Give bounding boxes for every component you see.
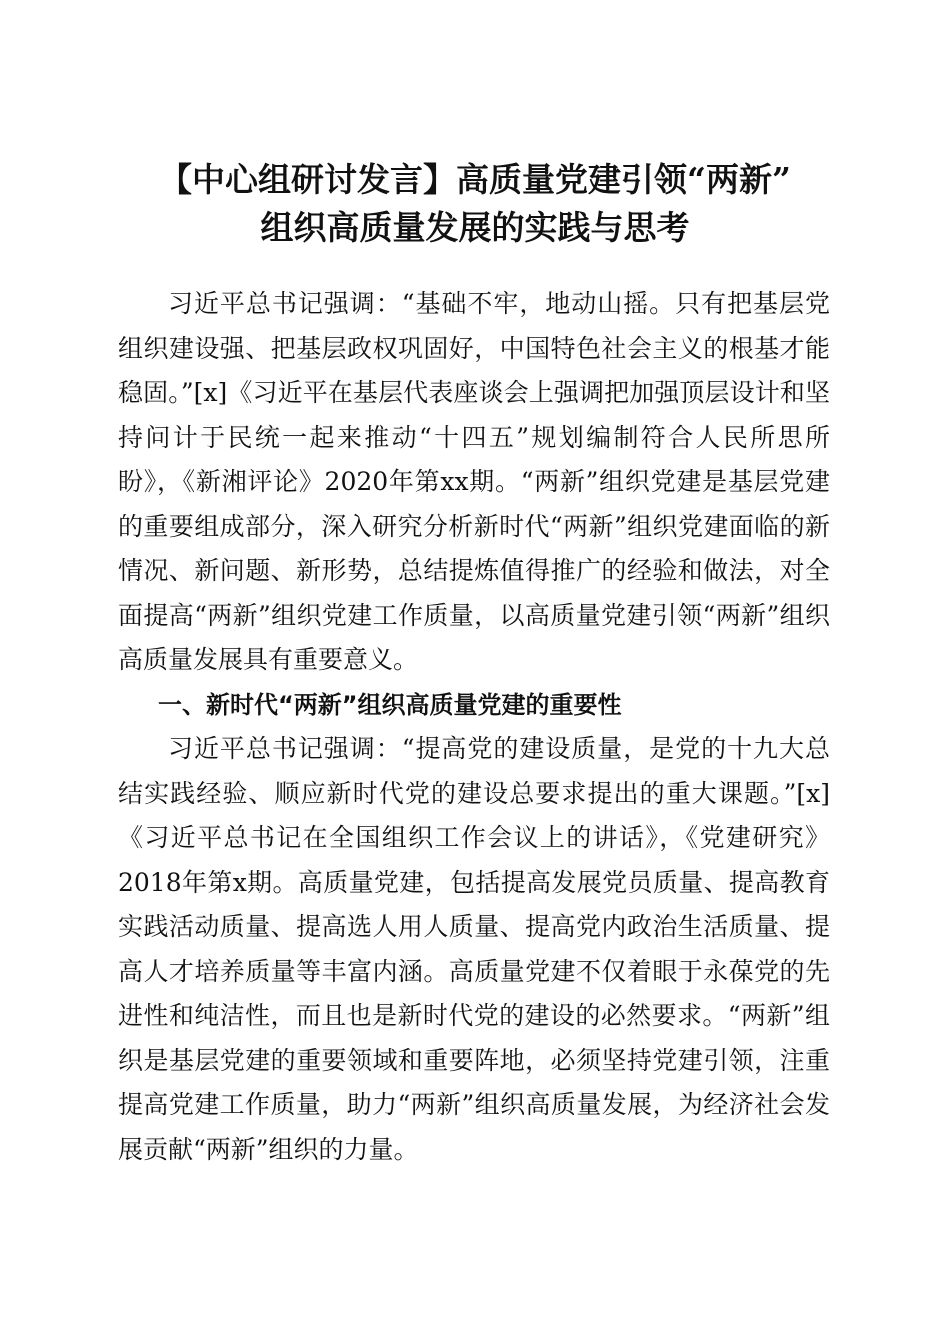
title-line-1: 【中心组研讨发言】高质量党建引领“两新”: [159, 160, 791, 200]
document-title: [100, 156, 850, 252]
paragraph-intro: 习近平总书记强调：“基础不牢，地动山摇。只有把基层党组织建设强、把基层政权巩固好，中国特色社会主义的根基才能稳固。”[x]《习近平在基层代表座谈会上强调把加强顶层设计和坚持问计于民统一起来推动“十四五”规划编制符合人民所思所盼》，《新湘评论》2020年第xx期。“两新”组织党建是基层党建的重要组成部分，深入研究分析新时代“两新”组织党建面临的新情况、新问题、新形势，总结提炼值得推广的经验和做法，对全面提高“两新”组织党建工作质量，以高质量党建引领“两新”组织高质量发展具有重要意义。: [118, 289, 830, 674]
title-line-2: 组织高质量发展的实践与思考: [260, 208, 690, 248]
paragraph-section-1: 习近平总书记强调：“提高党的建设质量，是党的十九大总结实践经验、顺应新时代党的建设总要求提出的重大课题。”[x]《习近平总书记在全国组织工作会议上的讲话》，《党建研究》2018年第x期。高质量党建，包括提高发展党员质量、提高教育实践活动质量、提高选人用人质量、提高党内政治生活质量、提高人才培养质量等丰富内涵。高质量党建不仅着眼于永葆党的先进性和纯洁性，而且也是新时代党的建设的必然要求。“两新”组织是基层党建的重要领域和重要阵地，必须坚持党建引领，注重提高党建工作质量，助力“两新”组织高质量发展，为经济社会发展贡献“两新”组织的力量。: [118, 734, 830, 1164]
section-heading-1: 一、新时代“两新”组织高质量党建的重要性: [158, 690, 622, 719]
document-body: [118, 282, 830, 1172]
